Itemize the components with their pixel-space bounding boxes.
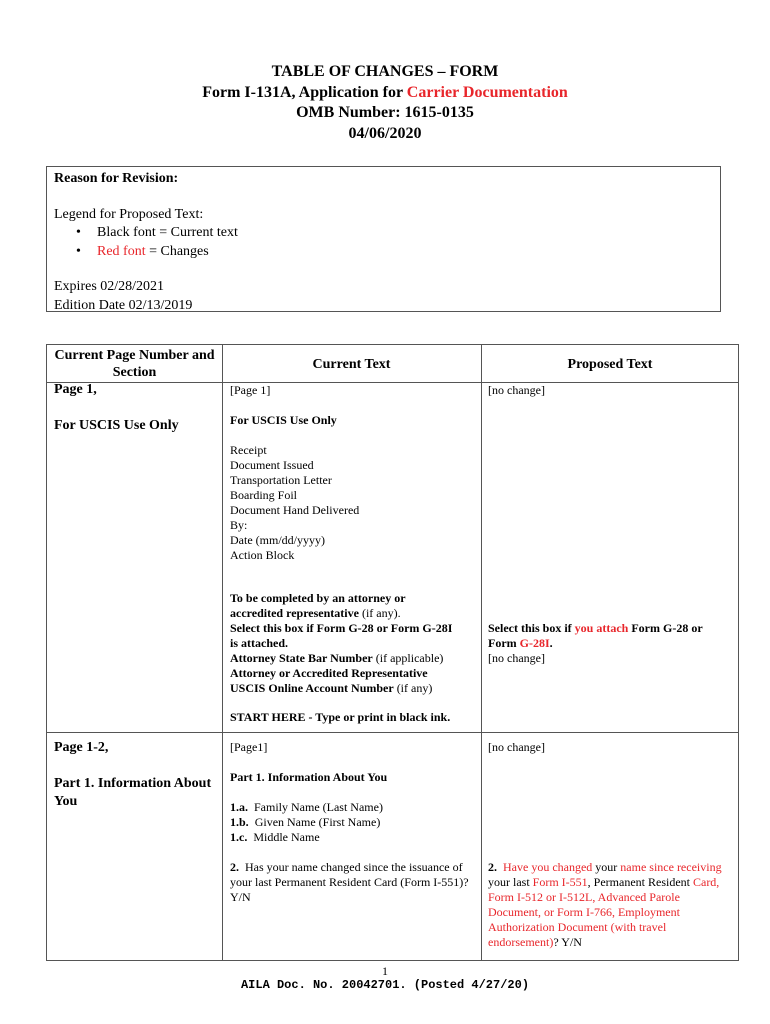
- expires-date: Expires 02/28/2021: [54, 279, 165, 294]
- list-item: Date (mm/dd/yyyy): [230, 533, 325, 547]
- proposed-text-part: Form G-28 or: [628, 621, 703, 635]
- legend-item-red: [54, 243, 720, 262]
- row1-start-here: START HERE - Type or print in black ink.: [230, 710, 451, 724]
- row2-current-heading: Part 1. Information About You: [230, 770, 388, 784]
- list-item: [230, 830, 475, 845]
- list-item: Boarding Foil: [230, 488, 298, 502]
- attorney-plain-text: (if any).: [358, 606, 401, 620]
- attorney-line: is attached.: [230, 636, 288, 650]
- list-item: [230, 800, 475, 815]
- header-omb-number: OMB Number: 1615-0135: [296, 104, 474, 121]
- row1-page: Page 1,: [54, 382, 97, 397]
- list-item: Document Issued: [230, 458, 314, 472]
- edition-date: Edition Date 02/13/2019: [54, 297, 193, 313]
- row-divider: [47, 732, 738, 733]
- proposed-select-text: [488, 621, 733, 651]
- page-number: 1: [382, 964, 388, 978]
- item-text: Given Name (First Name): [254, 815, 381, 829]
- proposed-changed-part: you attach: [574, 621, 629, 635]
- proposed-text-part: your: [592, 860, 621, 874]
- header-title: TABLE OF CHANGES – FORM: [271, 63, 499, 80]
- proposed-changed-part: Have you changed: [503, 860, 593, 874]
- attorney-line: To be completed by an attorney or: [230, 591, 406, 605]
- column-divider: [481, 345, 482, 960]
- list-item: Transportation Letter: [230, 473, 332, 487]
- legend-red-meaning: = Changes: [145, 243, 209, 259]
- proposed-text-part: ? Y/N: [553, 935, 582, 949]
- list-item: Document Hand Delivered: [230, 503, 360, 517]
- attorney-line: Attorney or Accredited Representative: [230, 666, 428, 680]
- proposed-changed-part: name since receiving: [620, 860, 722, 874]
- row1-current-list: [230, 443, 475, 563]
- row1-attorney-block: [230, 591, 475, 696]
- row1-current-page: [Page 1]: [230, 383, 271, 397]
- row2-current-text: [230, 740, 475, 905]
- reason-title: Reason for Revision:: [54, 171, 179, 186]
- proposed-no-change: [no change]: [488, 651, 545, 665]
- header-section: Current Page Number and Section: [54, 348, 215, 380]
- attorney-line: [230, 651, 475, 666]
- row2-section-name: Part 1. Information About You: [54, 775, 212, 809]
- attorney-bold-text: USCIS Online Account Number: [230, 681, 394, 695]
- header-form-name: [0, 83, 770, 104]
- document-header: [0, 62, 770, 144]
- item-text: Family Name (Last Name): [254, 800, 383, 814]
- reason-for-revision-box: [46, 166, 721, 312]
- attorney-line: [230, 681, 475, 696]
- proposed-changed-part: Form I-551: [532, 875, 588, 889]
- question-2: [230, 860, 475, 905]
- row2-proposed-question: [488, 860, 723, 950]
- aila-doc-number: AILA Doc. No. 20042701. (Posted 4/27/20): [240, 978, 530, 992]
- item-number: 2.: [488, 860, 497, 874]
- item-number: 1.b.: [230, 815, 249, 829]
- row1-section: [54, 381, 214, 435]
- proposed-text-part: .: [549, 636, 553, 650]
- item-number: 2.: [230, 860, 239, 874]
- proposed-text-part: , Permanent Resident: [587, 875, 693, 889]
- form-name-text: Form I-131A, Application for: [202, 83, 407, 101]
- row2-current-page: [Page1]: [230, 740, 268, 754]
- legend-red-label: Red font: [97, 243, 146, 259]
- list-item: [230, 815, 475, 830]
- form-name-changed-text: Carrier Documentation: [406, 83, 568, 101]
- header-current-text: Current Text: [312, 357, 391, 372]
- header-proposed-text: Proposed Text: [567, 357, 653, 372]
- column-divider: [222, 345, 223, 960]
- row2-section: [54, 739, 214, 812]
- attorney-line: [230, 606, 475, 621]
- attorney-bold-text: Attorney State Bar Number: [230, 651, 373, 665]
- attorney-line: Select this box if Form G-28 or Form G-28I: [230, 621, 453, 635]
- item-number: 1.c.: [230, 830, 248, 844]
- changes-table: [46, 344, 739, 961]
- row2-proposed-no-change: [no change]: [488, 740, 545, 754]
- row2-page: Page 1-2,: [54, 740, 109, 755]
- proposed-text-part: Select this box if: [488, 621, 575, 635]
- header-date: 04/06/2020: [348, 124, 422, 142]
- attorney-bold-text: accredited representative: [230, 606, 359, 620]
- row1-proposed-no-change: [no change]: [488, 383, 545, 397]
- attorney-plain-text: (if any): [393, 681, 433, 695]
- legend-item-black: • Black font = Current text: [54, 224, 720, 243]
- row1-proposed-select: [488, 621, 733, 666]
- legend-list: [54, 224, 720, 261]
- item-text: Middle Name: [253, 830, 320, 844]
- item-text: Has your name changed since the issuance of your last Permanent Resident Card (Form I-551)? Y/N: [230, 860, 469, 904]
- row1-current-heading: For USCIS Use Only: [230, 413, 337, 427]
- proposed-text-part: Form: [488, 636, 520, 650]
- proposed-changed-part: G-28I: [519, 636, 550, 650]
- list-item: Receipt: [230, 443, 267, 457]
- row1-current-text: [230, 383, 475, 563]
- list-item: By:: [230, 518, 248, 532]
- proposed-changed-part: Card, Form I-512 or I-512L, Advanced Parole Document, or Form I-766, Employment Authorization Document (with travel endorsement): [488, 875, 720, 949]
- list-item: Action Block: [230, 548, 295, 562]
- proposed-text-part: your last: [488, 875, 533, 889]
- attorney-plain-text: (if applicable): [372, 651, 444, 665]
- item-number: 1.a.: [230, 800, 248, 814]
- legend-title: Legend for Proposed Text:: [54, 206, 204, 222]
- row1-section-name: For USCIS Use Only: [54, 417, 179, 433]
